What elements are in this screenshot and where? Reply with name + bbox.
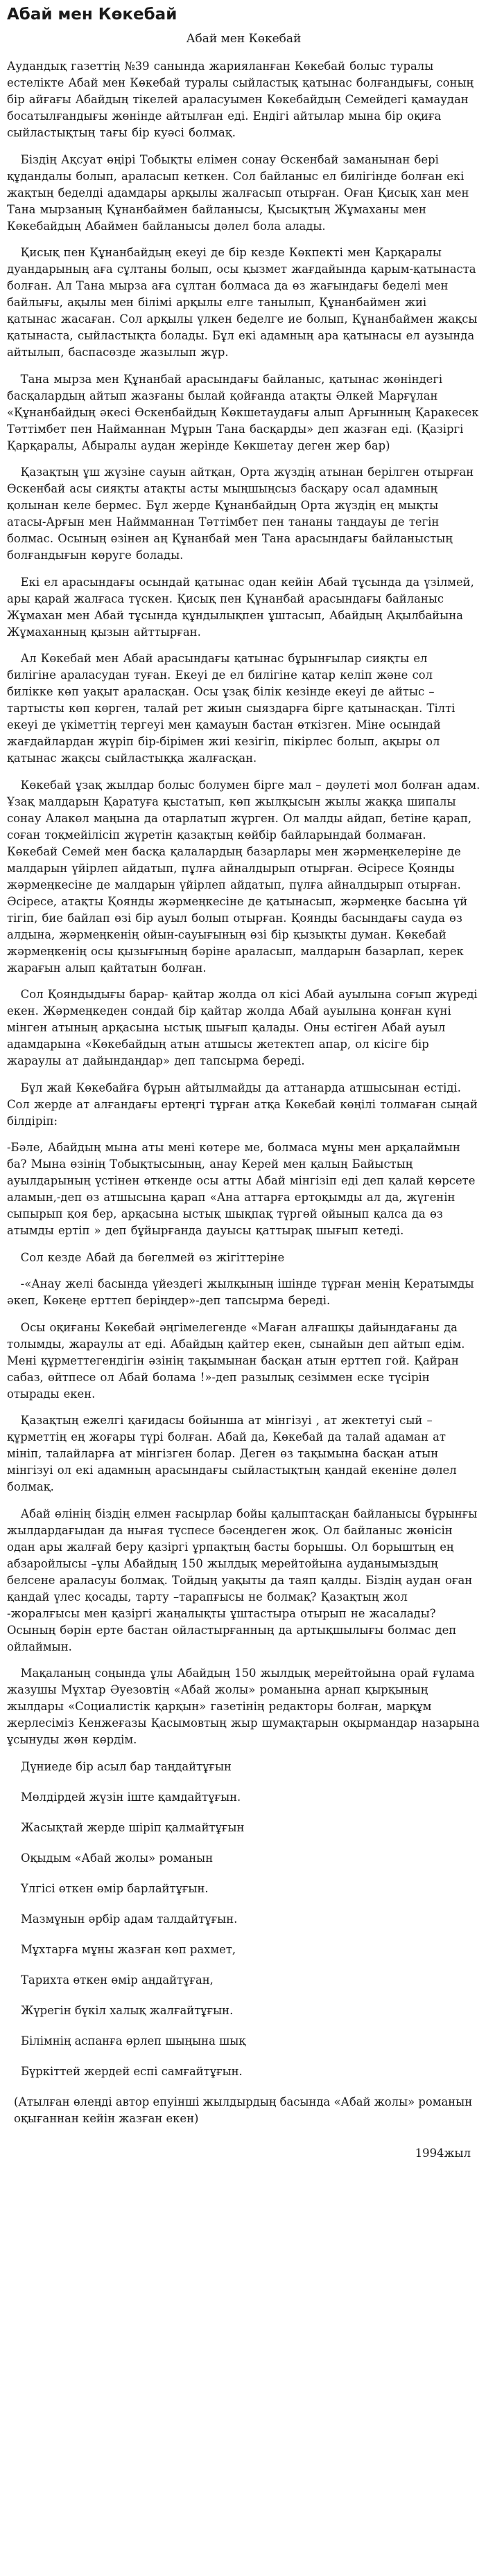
poem-line: Тарихта өткен өмір аңдайтұған, [21, 1973, 214, 1987]
paragraph: Көкебай ұзақ жылдар болыс болумен бірге мал – дәулеті мол болған адам. Ұзақ малдарын Қаратуға қыстатып, көп жылқысын жылы жаққа шипалы сонау Алакөл маңына да отарлатып жүрген. Ол малды айдап, бетіне қарап, соған тоқмейілісіп жүретін қазақтың көйбір байларындай болмаған. Көкебай Семей мен басқа қалалардың базарлары мен жәрмеңкелеріне де малдарын үйірлеп айдатып, пұлға айналдырып отырған. Әсіресе Қоянды жәрмеңкесіне де малдарын үйірлеп айдатып, пұлға айналдырып отырған. Әсіресе, атақты Қоянды жәрмеңкесіне де қатынасып, жәрмеңке басына үй тігіп, бие байлап өзі бір ауыл болып отырған. Қоянды басындағы сауда өз алдына, жәрмеңкенің ойын-сауығының өзі бір қызықты думан. Көкебай жәрмеңкенің осы қызығының бәріне араласып, малдарын базарлап, керек жарағын алып қайтатын болған. [7, 778, 480, 975]
paragraph: Біздің Ақсуат өңірі Тобықты елімен сонау Өскенбай заманынан бері құдандалы болып, араласып кеткен. Сол байланыс ел билігінде болған екі жақтың беделді адамдары арқылы жалғасып отырған. Оған Қисық хан мен Тана мырзаның Құнанбаймен байланысы, Қысықтың Жұмаханы мен Көкебайдың Абаймен байланысы дәлел бола алады. [7, 152, 469, 233]
article-subtitle: Абай мен Көкебай [186, 32, 302, 46]
poem-line: Оқыдым «Абай жолы» романын [21, 1851, 214, 1865]
author-note: (Атылған өлеңді автор епуінші жылдырдың басында «Абай жолы» романын оқығаннан кейін жазған екен) [14, 2095, 473, 2125]
year-signature: 1994жыл [415, 2146, 471, 2160]
paragraph: Бұл жай Көкебайға бұрын айтылмайды да аттанарда атшысынан естіді. Сол жерде ат алғандағы ертеңгі тұрған атқа Көкебай көңілі толмаған сыңай білдіріп: [7, 1081, 478, 1128]
poem-line: Мазмұнын әрбір адам талдайтұғын. [21, 1912, 238, 1926]
paragraph: Сол кезде Абай да бөгелмей өз жігіттеріне [20, 1250, 285, 1264]
paragraph: Ал Көкебай мен Абай арасындағы қатынас бұрынғылар сияқты ел билігіне араласудан туған. Екеуі де ел билігіне қатар келіп және сол билікке көп уақыт араласқан. Осы ұзақ білік кезінде екеуі де айтыс –тартысты көп көрген, талай рет жиын сыяздарға бірге қатынасқан. Тілті екеуі де үкіметтің тергеуі мен қамауын бастан өткізген. Міне осындай жағдайлардан жүріп бір-бірімен жиі кезігіп, пікірлес болып, ақыры ол қатынас жақсы сыйластыққа жалғасқан. [7, 652, 455, 765]
poem-line: Үлгісі өткен өмір барлайтұғын. [21, 1881, 209, 1895]
paragraph: Қазақтың ұш жүзіне сауын айтқан, Орта жүздің атынан берілген отырған Өскенбай асы сияқты атақты асты мыңшыңсыз басқару осал адамның қолынан келе бермес. Бұл жерде Құнанбайдың Орта жүздің ең мықты атасы-Арғын мен Наймманнан Тәттімбет пен тананы таңдауы де тегін болмас. Осының өзінен аң Құнанбай мен Тана арасындағы байланыстың болғандығын көруге болады. [7, 465, 474, 562]
poem-line: Мұхтарға мұны жазған көп рахмет, [21, 1942, 236, 1956]
poem-line: Дүниеде бір асыл бар таңдайтұғын [21, 1759, 232, 1773]
poem-line: Білімнің аспанға өрлеп шыңына шық [21, 2034, 246, 2048]
poem [7, 1759, 480, 2080]
poem-line: Бүркіттей жердей еспі самғайтұғын. [21, 2064, 243, 2078]
article-body [7, 58, 480, 1748]
paragraph: Тана мырза мен Құнанбай арасындағы байланыс, қатынас жөніндегі басқалардың айтып жазғаны былай қойғанда атақты Әлкей Марғұлан «Құнанбайдың әкесі Өскенбайдың Көкшетаудағы алып Арғынның Қаракесек Тәттімбет пен Найманнан Мұрын Тана басқарды» деп жазған еді. (Қазіргі Қарқаралы, Абыралы аудан жерінде Көкшетау деген жер бар) [7, 372, 479, 452]
paragraph: Екі ел арасындағы осындай қатынас одан кейін Абай тұсында да үзілмей, ары қарай жалғаса түскен. Қисық пен Құнанбай арасындағы байланыс Жұмахан мен Абай тұсында құндылықпен ұштасып, Абайдың Ақылбайына Жұмаханның қызын айттырған. [7, 575, 474, 639]
paragraph: Қазақтың ежелгі қағидасы бойынша ат мінгізуі , ат жектетуі сый –құрметтің ең жоғары түрі болған. Абай да, Көкебай да талай адаман ат мініп, талайларға ат мінгізген болар. Деген өз тақымына басқан атын мінгізуі ол екі адамның арасындағы сыйластықтың қандай екеніне дәлел болмақ. [7, 1414, 457, 1493]
paragraph: -«Анау желі басында үйездегі жылқының ішінде тұрған менің Кератымды әкеп, Көкеңе ерттеп беріңдер»-деп тапсырма береді. [7, 1277, 474, 1307]
poem-line: Жасықтай жерде шіріп қалмайтұғын [21, 1820, 245, 1834]
paragraph: Қисық пен Құнанбайдың екеуі де бір кезде Көкпекті мен Қарқаралы дуандарының аға сұлтаны болып, осы қызмет жағдайында қарым-қатынаста болған. Ал Тана мырза аға сұлтан болмаса да өз жағындағы беделі мен байлығы, ақылы мен білімі арқылы елге танылып, Құнанбаймен жиі қатынас жасаған. Сол арқылы үлкен беделге ие болып, Құнанбаймен жақсы қатынаста, сыйластықта болады. Бұл екі адамның ара қатынасы ел аузында айтылып, баспасөзде жазылып жүр. [7, 246, 478, 359]
paragraph: Осы оқиғаны Көкебай әңгімелегенде «Маған алғашқы дайындағаны да толымды, жараулы ат еді. Абайдың қайтер екен, сынайын деп айтып едім. Мені құрметтегендігін әзінің тақымынан басқан атын ерттеп гой. Қайран сабаз, өйтпесе ол Абай болама !»-деп разылық сезіммен еске түсірін отырады екен. [7, 1320, 465, 1401]
paragraph: Сол Қояндыдығы барар- қайтар жолда ол кісі Абай ауылына соғып жүреді екен. Жәрмеңкеден сондай бір қайтар жолда Абай ауылына қонған күні мінген атының арқасына ыстық шығып қалады. Оны естіген Абай ауыл адамдарына «Көкебайдың атын атшысы жетектеп апар, ол кісіге бір жараулы ат дайындаңдар» деп тапсырма береді. [7, 988, 478, 1067]
paragraph: Абай өлінің біздің елмен ғасырлар бойы қалыптасқан байланысы бұрынғы жылдардағыдан да нығая түспесе бәсеңдеген жоқ. Ол байланыс жөнісін одан ары жалғай беру қазіргі ұрпақтың басты борышы. Ол борыштың ең абзаройлысы –ұлы Абайдың 150 жылдық мерейтойына ауданымыздың белсене араласуы болмақ. Тойдың уақыты да таяп қалды. Біздің аудан оған қандай үлес қосады, тарту –тарапғысы не болмақ? Қазақтың жол -жоралғысы мен қазіргі жаңалықты ұштастыра отырып не жасалады? Осының бәрін ерте бастан ойластырғанның да артықшылығы болмас деп ойлаймын. [7, 1507, 478, 1653]
poem-line: Жүрегін бүкіл халық жалғайтұғын. [21, 2003, 234, 2017]
poem-line: Мөлдірдей жүзін іште қамдайтұғын. [21, 1790, 241, 1804]
paragraph: -Бәле, Абайдың мына аты мені көтере ме, болмаса мұны мен арқалаймын ба? Мына өзінің Тобықтысының, анау Керей мен қалың Байыстың ауылдарының үстінен өткенде осы атты Абай мінгізіп еді деп қалай көрсете аламын,-деп өз атшысына қарап «Ана аттарға ертоқымды ал да, жүгенін сыпырып қоя бер, арқасына ыстық шықпақ түргөй ойынып қалса да өз атымды ертіп » деп бұйырғанда дауысы қаттырақ шығып кетеді. [7, 1141, 476, 1237]
article-title: Абай мен Көкебай [7, 6, 177, 24]
paragraph: Мақаланың соңында ұлы Абайдың 150 жылдық мерейтойына орай ғұлама жазушы Мұхтар Әуезовтің «Абай жолы» романына арнап қырқының жылдары «Социалистік қарқын» газетінің редакторы болған, марқұм жерлесіміз Кенжеғазы Қасымовтың жыр шумақтарын оқырмандар назарына ұсынуды жөн көрдім. [7, 1667, 480, 1746]
paragraph: Аудандық газеттің №39 санында жарияланған Көкебай болыс туралы естелікте Абай мен Көкебай туралы сыйластық қатынас болғандығы, соның бір айғағы Абайдың тікелей араласуымен Көкебайдың Семейдегі қамаудан босатылғандығы жөнінде айтылған еді. Ендігі айтылар мына бір оқиға сыйластықтың тағы бір куәсі болмақ. [7, 60, 474, 139]
